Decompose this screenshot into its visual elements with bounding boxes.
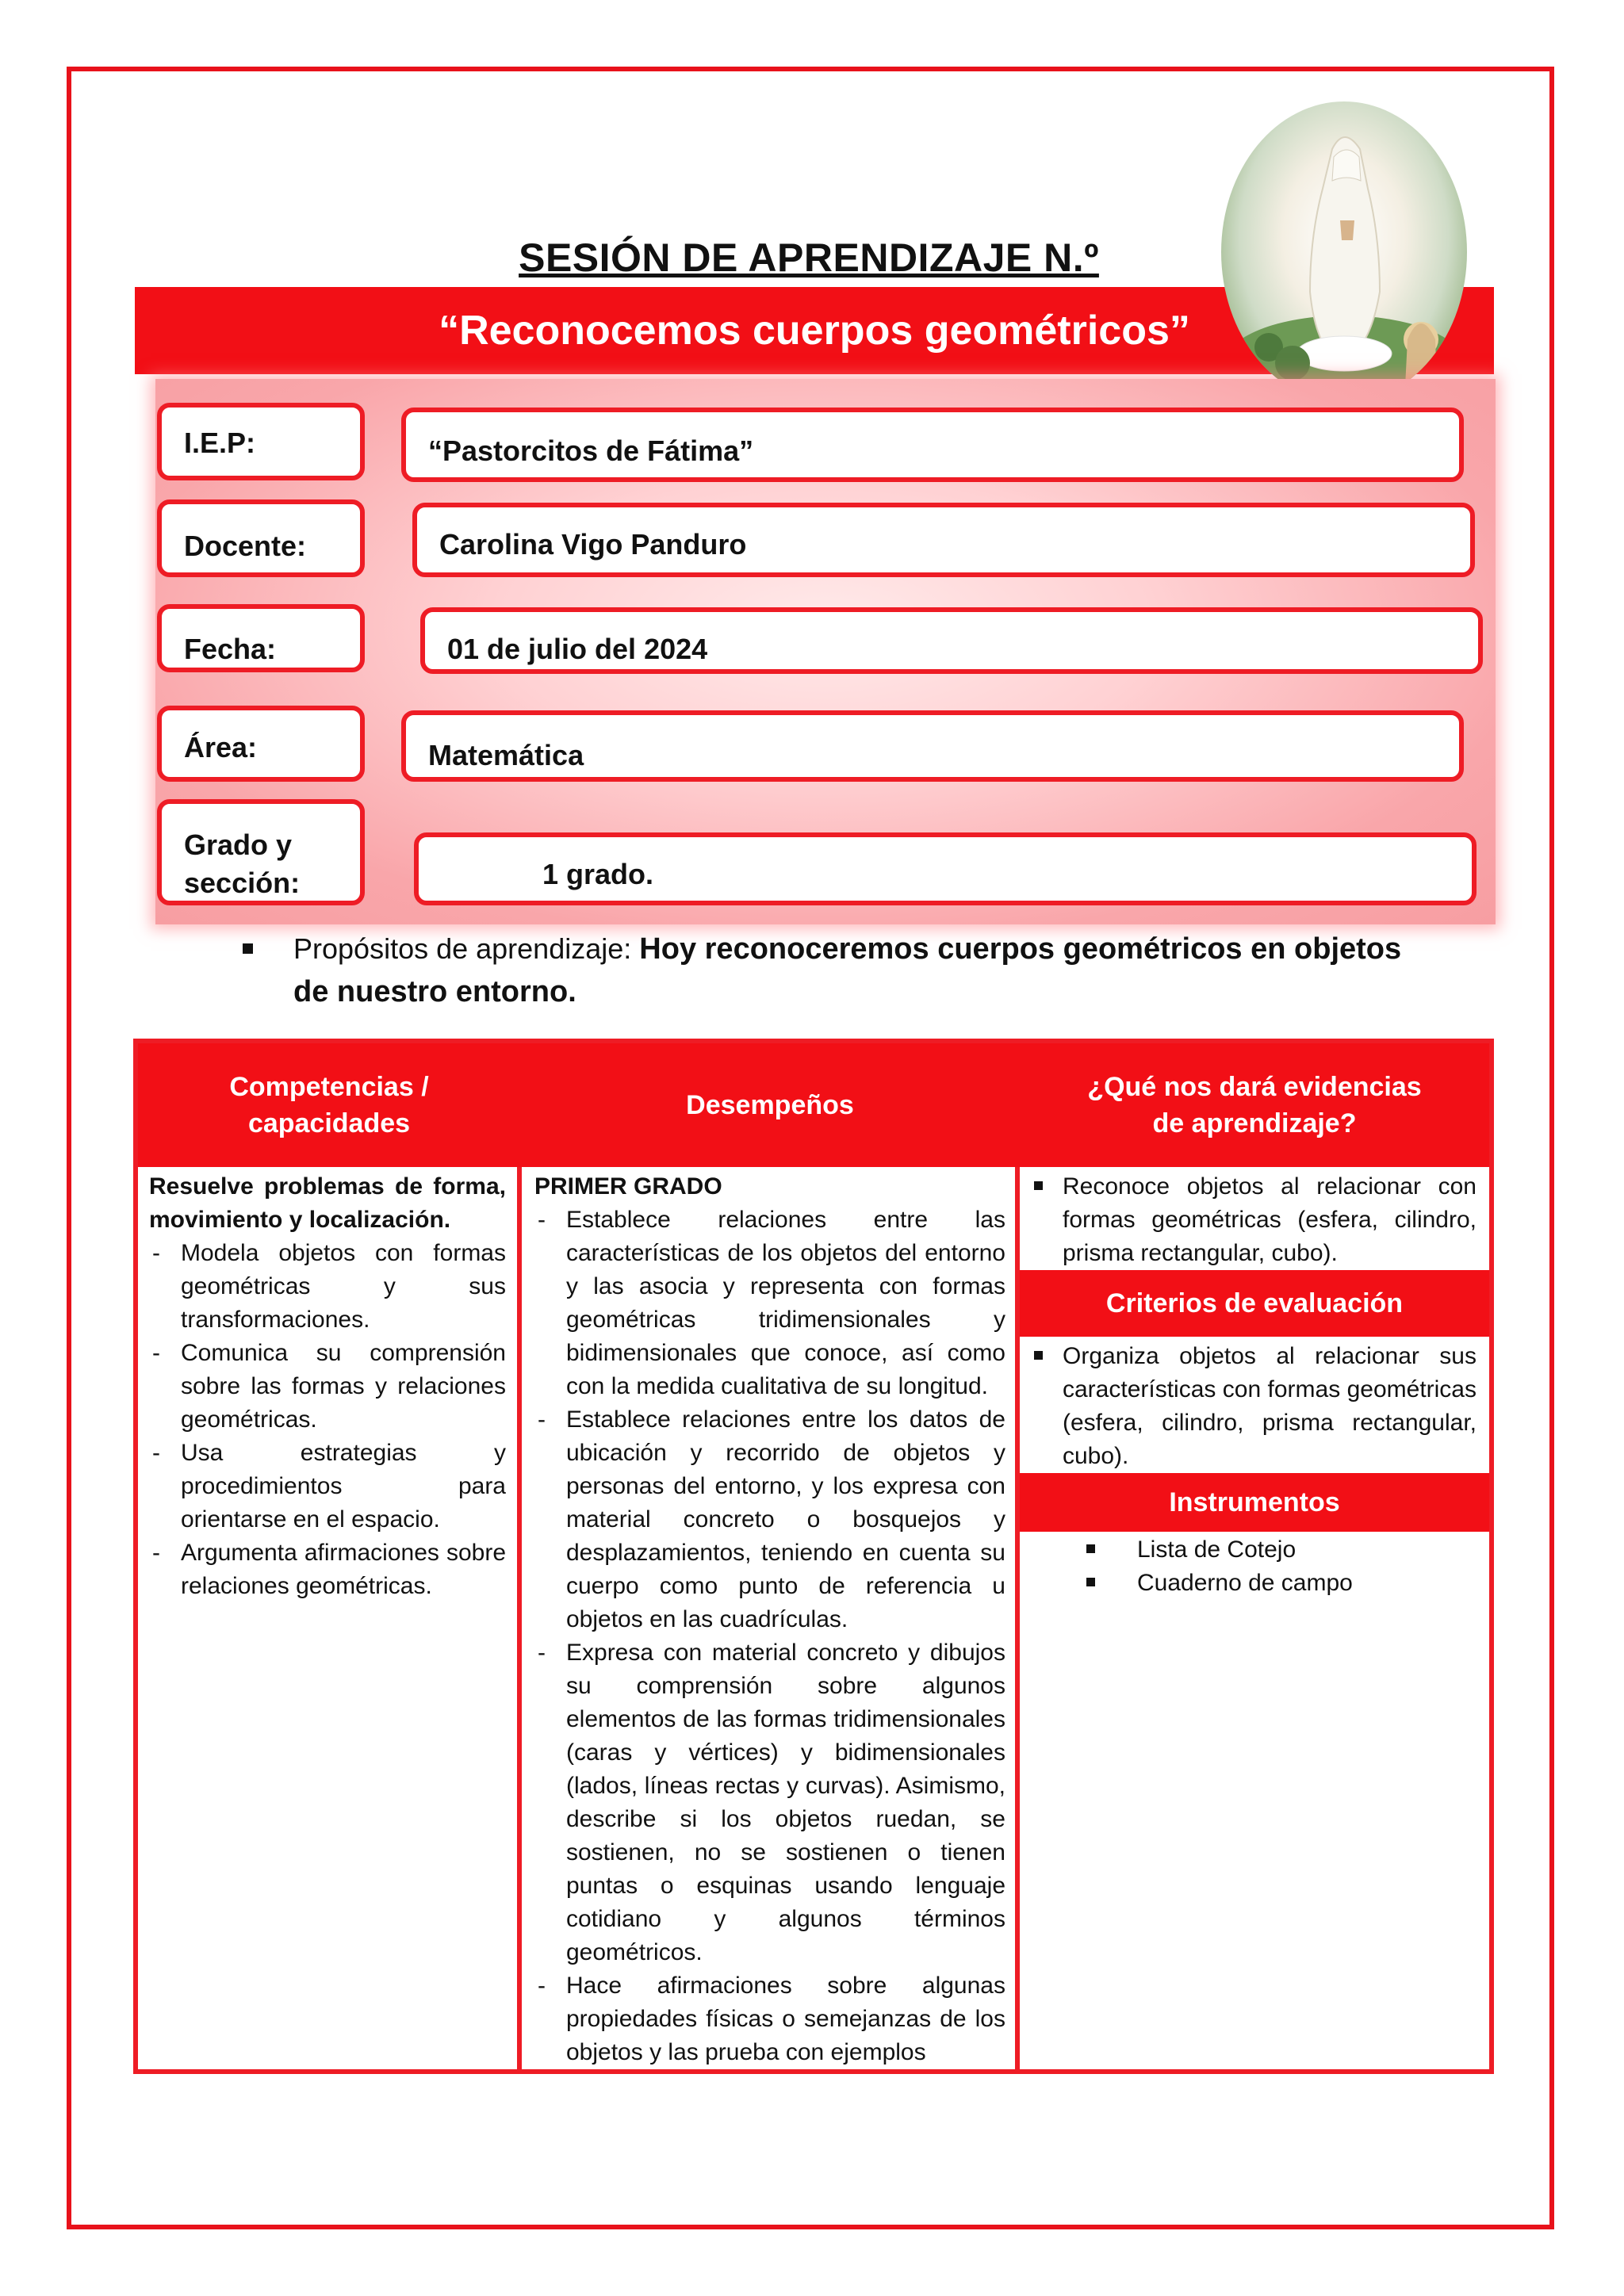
criteria-item: Organiza objetos al relacionar sus características con formas geométricas (esfera, cilindro, prisma rectangular, cubo). (1031, 1340, 1477, 1473)
competencies-table (133, 1039, 1494, 2074)
area-value-box (401, 710, 1464, 782)
criteria-header: Criterios de evaluación (1020, 1270, 1489, 1337)
bullet-square-icon (1086, 1544, 1095, 1553)
capacity-item: - Usa estrategias y procedimientos para orientarse en el espacio. (152, 1440, 506, 1533)
instrument-item: Cuaderno de campo (1031, 1567, 1477, 1600)
column-divider (517, 1167, 522, 2074)
area-label: Área: (184, 731, 258, 763)
instruments-cell (1031, 1533, 1477, 1600)
bullet-square-icon (1034, 1351, 1043, 1360)
page-title: SESIÓN DE APRENDIZAJE N.º (519, 235, 1099, 280)
purpose-label: Propósitos de aprendizaje: (293, 932, 632, 965)
performances-cell (534, 1170, 1005, 2072)
learning-purpose (247, 928, 1437, 1013)
bullet-square-icon (1086, 1578, 1095, 1586)
performance-item: - Establece relaciones entre las características de los objetos del entorno y las asocia y representa con formas geométricas tridimensionales y bidimensionales que conoce, así como con la medida cualitativa de su longitud. (538, 1207, 1005, 1399)
criteria-cell (1031, 1340, 1477, 1473)
capacity-item: - Argumenta afirmaciones sobre relaciones geométricas. (152, 1540, 506, 1599)
evidence-item: Reconoce objetos al relacionar con formas geométricas (esfera, cilindro, prisma rectangular, cubo). (1031, 1170, 1477, 1270)
fecha-value: 01 de julio del 2024 (447, 633, 708, 665)
bullet-square-icon (1034, 1181, 1043, 1190)
evidence-cell (1031, 1170, 1477, 1270)
virgin-figure-illustration (1221, 101, 1467, 403)
fecha-value-box (420, 607, 1483, 674)
fecha-label-box (157, 604, 365, 672)
instruments-header: Instrumentos (1020, 1473, 1489, 1532)
competencies-cell (149, 1170, 506, 1603)
header-desempenos: Desempeños (520, 1043, 1020, 1167)
competency-title: Resuelve problemas de forma, movimiento y localización. (149, 1173, 506, 1233)
docente-value-box (412, 503, 1475, 577)
grado-value: 1 grado. (542, 858, 654, 890)
docente-label: Docente: (184, 530, 307, 562)
virgin-of-fatima-image (1221, 101, 1467, 403)
instrument-item: Lista de Cotejo (1031, 1533, 1477, 1567)
area-label-box (157, 706, 365, 782)
capacity-item: - Comunica su comprensión sobre las formas y relaciones geométricas. (152, 1340, 506, 1433)
iep-label-box (157, 403, 365, 480)
fecha-label: Fecha: (184, 633, 277, 665)
capacity-item: - Modela objetos con formas geométricas y sus transformaciones. (152, 1240, 506, 1333)
bullet-square-icon (243, 943, 253, 954)
performance-item: - Hace afirmaciones sobre algunas propiedades físicas o semejanzas de los objetos y las prueba con ejemplos (538, 1973, 1005, 2065)
performance-item: - Expresa con material concreto y dibujos su comprensión sobre algunos elementos de las formas tridimensionales (caras y vértices) y bidimensionales (lados, líneas rectas y curvas). Asimismo, describe si los objetos ruedan, se sostienen, no se sostienen o tienen puntas o esquinas usando lenguaje cotidiano y algunos términos geométricos. (538, 1640, 1005, 1965)
grado-label-box (157, 799, 365, 905)
iep-value: “Pastorcitos de Fátima” (428, 434, 754, 467)
header-competencias: Competencias / capacidades (138, 1043, 520, 1167)
iep-label: I.E.P: (184, 427, 256, 459)
grado-label: Grado y sección: (184, 828, 301, 899)
grade-title: PRIMER GRADO (534, 1173, 722, 1200)
header-evidencias: ¿Qué nos dará evidencias de aprendizaje? (1020, 1043, 1489, 1167)
area-value: Matemática (428, 739, 584, 771)
grado-value-box (414, 832, 1477, 905)
purpose-text: Hoy reconoceremos cuerpos geométricos en objetos de nuestro entorno. (293, 932, 1402, 1008)
session-title-banner: “Reconocemos cuerpos geométricos” (135, 287, 1494, 374)
iep-value-box (401, 408, 1464, 482)
docente-label-box (157, 499, 365, 577)
performance-item: - Establece relaciones entre los datos de ubicación y recorrido de objetos y personas del entorno, y los expresa con material concreto o bosquejos y desplazamientos, teniendo en cuenta su cuerpo como punto de referencia u objetos en las cuadrículas. (538, 1406, 1005, 1632)
docente-value: Carolina Vigo Panduro (439, 528, 747, 561)
